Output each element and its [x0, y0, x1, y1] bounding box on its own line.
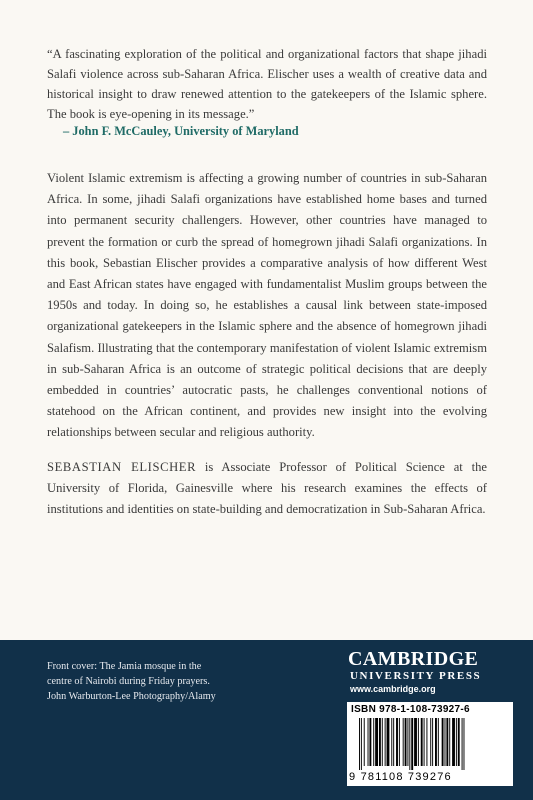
barcode-bar: [414, 718, 417, 766]
barcode-digits: 9 781108 739276: [349, 771, 452, 783]
barcode-icon: [357, 718, 503, 770]
book-description: Violent Islamic extremism is affecting a growing number of countries in sub-Saharan Africa. In some, jihadi Salafi organizations have established home bases and turned into permanent security challengers. However, other countries have managed to prevent the formation or curb the spread of homegrown jihadi Salafi organizations. In this book, Sebastian Elischer provides a comparative analysis of how different West and East African states have engaged with fundamentalist Muslim groups between the 1950s and today. In doing so, he establishes a causal link between state-imposed organizational gatekeepers in the Islamic sphere and the absence of homegrown jihadi Salafism. Illustrating that the contemporary manifestation of violent Islamic extremism in sub-Saharan Africa is an outcome of strategic political decisions that are deeply embedded in countries’ autocratic pasts, he challenges conventional notions of statehood on the African continent, and provides new insight into the evolving relationships between secular and religious authority.: [47, 171, 487, 440]
endorsement-attribution: – John F. McCauley, University of Maryland: [63, 124, 299, 138]
author-bio: [47, 457, 487, 521]
publisher-name: CAMBRIDGE: [348, 648, 479, 670]
barcode-bar: [452, 718, 455, 766]
barcode-bar: [361, 718, 362, 770]
barcode-bar: [424, 718, 425, 766]
barcode-bar: [411, 718, 413, 770]
author-bio-text: is Associate Professor of Political Science at the University of Florida, Gainesville where his research examines the effects of institutions and identities on state-building and democratization in Sub-Saharan Africa.: [47, 460, 487, 517]
barcode-bar: [456, 718, 457, 766]
publisher-subtitle: UNIVERSITY PRESS: [350, 670, 482, 682]
barcode-bar: [464, 718, 465, 770]
barcode-bar: [379, 718, 381, 766]
barcode-bar: [385, 718, 386, 766]
barcode-bar: [432, 718, 433, 766]
endorsement-quote: “A fascinating exploration of the political and organizational factors that shape jihadi Salafi violence across sub-Saharan Africa. Elischer uses a wealth of creative data and historical insight to draw renewed attention to the gatekeepers of the Islamic sphere. The book is eye-opening in its message.”: [47, 47, 487, 121]
barcode-bar: [369, 718, 371, 766]
barcode-bar: [405, 718, 407, 766]
cover-credit-line-1: Front cover: The Jamia mosque in the: [47, 661, 202, 672]
barcode-bar: [445, 718, 446, 766]
cover-credit-line-2: centre of Nairobi during Friday prayers.: [47, 675, 210, 687]
barcode-bar: [391, 718, 392, 766]
barcode-bar: [359, 718, 360, 770]
isbn-label: ISBN 978-1-108-73927-6: [351, 704, 470, 715]
barcode-bar: [407, 718, 408, 766]
cover-credit-line-3: John Warburton-Lee Photography/Alamy: [47, 690, 216, 702]
barcode-bar: [373, 718, 374, 766]
barcode-bar: [393, 718, 394, 766]
barcode-bar: [387, 718, 390, 766]
barcode-panel: [347, 702, 513, 786]
barcode-bar: [382, 718, 383, 766]
barcode-bar: [375, 718, 378, 766]
barcode-bar: [430, 718, 431, 766]
author-name: SEBASTIAN ELISCHER: [47, 460, 197, 474]
barcode-bar: [396, 718, 398, 766]
publisher-url: www.cambridge.org: [350, 684, 436, 694]
barcode-bar: [426, 718, 427, 766]
barcode-bar: [458, 718, 460, 766]
cover-credit: [47, 660, 287, 704]
barcode-bar: [462, 718, 463, 770]
barcode-bar: [399, 718, 400, 766]
barcode-bar: [403, 718, 404, 766]
publisher-logo: [348, 648, 508, 696]
barcode-bar: [438, 718, 439, 766]
barcode-bar: [421, 718, 423, 766]
barcode-bar: [364, 718, 365, 766]
barcode-bar: [409, 718, 410, 770]
barcode-bar: [449, 718, 450, 766]
barcode-bar: [446, 718, 448, 766]
barcode-bar: [442, 718, 444, 766]
barcode-bar: [435, 718, 437, 766]
barcode-bar: [368, 718, 369, 766]
barcode-bar: [418, 718, 419, 766]
